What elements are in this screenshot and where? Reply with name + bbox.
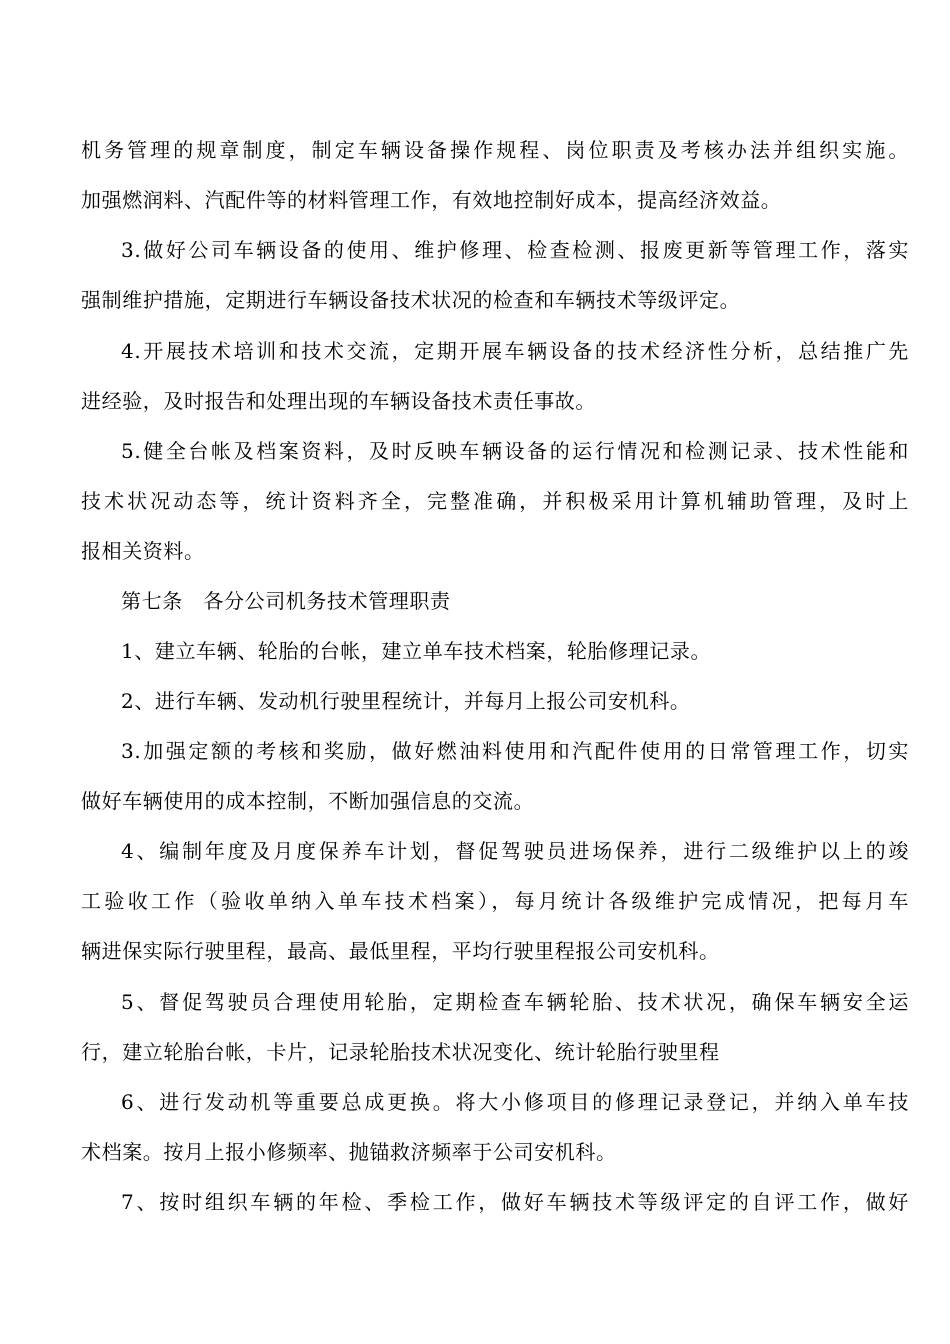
text-line-22: 7、按时组织车辆的年检、季检工作，做好车辆技术等级评定的自评工作，做好 bbox=[121, 1190, 909, 1214]
text-line-1: 机务管理的规章制度，制定车辆设备操作规程、岗位职责及考核办法并组织实施。 bbox=[81, 138, 909, 162]
text-line-6: 进经验，及时报告和处理出现的车辆设备技术责任事故。 bbox=[81, 389, 596, 413]
text-line-3: 3.做好公司车辆设备的使用、维护修理、检查检测、报废更新等管理工作，落实 bbox=[121, 238, 909, 262]
text-line-17: 辆进保实际行驶里程，最高、最低里程，平均行驶里程报公司安机科。 bbox=[81, 939, 720, 963]
text-line-4: 强制维护措施，定期进行车辆设备技术状况的检查和车辆技术等级评定。 bbox=[81, 288, 741, 312]
text-line-9: 报相关资料。 bbox=[81, 539, 205, 563]
text-line-14: 做好车辆使用的成本控制，不断加强信息的交流。 bbox=[81, 789, 535, 813]
text-line-18: 5、督促驾驶员合理使用轮胎，定期检查车辆轮胎、技术状况，确保车辆安全运 bbox=[121, 990, 909, 1014]
text-line-5: 4.开展技术培训和技术交流，定期开展车辆设备的技术经济性分析，总结推广先 bbox=[121, 339, 909, 363]
text-line-7: 5.健全台帐及档案资料，及时反映车辆设备的运行情况和检测记录、技术性能和 bbox=[121, 439, 909, 463]
text-line-19: 行，建立轮胎台帐，卡片，记录轮胎技术状况变化、统计轮胎行驶里程 bbox=[81, 1040, 720, 1064]
text-line-8: 技术状况动态等，统计资料齐全，完整准确，并积极采用计算机辅助管理，及时上 bbox=[81, 489, 909, 513]
text-line-15: 4、编制年度及月度保养车计划，督促驾驶员进场保养，进行二级维护以上的竣 bbox=[121, 839, 909, 863]
text-line-2: 加强燃润料、汽配件等的材料管理工作，有效地控制好成本，提高经济效益。 bbox=[81, 188, 782, 212]
text-line-20: 6、进行发动机等重要总成更换。将大小修项目的修理记录登记，并纳入单车技 bbox=[121, 1090, 909, 1114]
text-line-13: 3.加强定额的考核和奖励，做好燃油料使用和汽配件使用的日常管理工作，切实 bbox=[121, 739, 909, 763]
text-line-12: 2、进行车辆、发动机行驶里程统计，并每月上报公司安机科。 bbox=[121, 689, 691, 713]
section-heading: 第七条 各分公司机务技术管理职责 bbox=[121, 589, 451, 613]
text-line-16: 工验收工作（验收单纳入单车技术档案），每月统计各级维护完成情况，把每月车 bbox=[81, 889, 909, 913]
text-line-21: 术档案。按月上报小修频率、抛锚救济频率于公司安机科。 bbox=[81, 1140, 617, 1164]
text-line-11: 1、建立车辆、轮胎的台帐，建立单车技术档案，轮胎修理记录。 bbox=[121, 639, 712, 663]
